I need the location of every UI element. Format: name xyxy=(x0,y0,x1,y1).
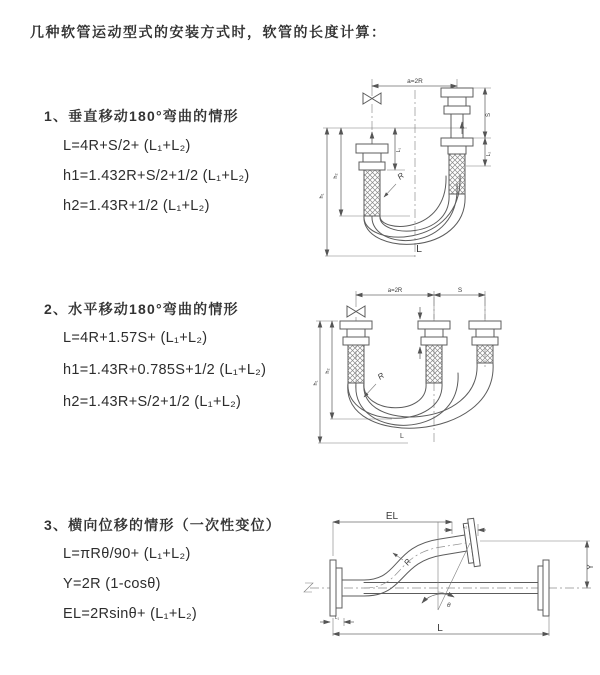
d1-label-L1: L₁ xyxy=(396,147,402,153)
d3-label-Y: Y xyxy=(586,564,595,570)
d1-left-fitting xyxy=(356,144,388,216)
d2-label-R: R xyxy=(375,370,386,382)
section-1-formula-L: L=4R+S/2+ (L₁+L₂) xyxy=(63,138,191,154)
d3-label-L2: L₂ xyxy=(462,524,468,529)
d2-label-a2r: a=2R xyxy=(387,288,403,294)
d1-label-h2: h₂ xyxy=(333,173,339,179)
d1-label-R: R xyxy=(395,170,406,182)
section-1-formula-h2: h2=1.43R+1/2 (L₁+L₂) xyxy=(63,198,210,214)
diagram-lateral-displacement xyxy=(300,508,600,648)
d2-label-h2: h₂ xyxy=(325,368,331,374)
d3-label-theta: θ xyxy=(447,602,451,609)
d1-radius-callout xyxy=(384,171,406,197)
d3-displaced-hose xyxy=(364,535,467,596)
section-1-heading: 1、垂直移动180°弯曲的情形 xyxy=(44,108,239,124)
section-2-formula-h1: h1=1.43R+0.785S+1/2 (L₁+L₂) xyxy=(63,362,267,378)
d2-label-h1: h₁ xyxy=(313,380,319,386)
diagram-vertical-180-bend xyxy=(315,70,585,265)
d3-label-L1: L₁ xyxy=(334,615,340,620)
d2-radius-callout xyxy=(364,371,386,397)
d2-label-S: S xyxy=(457,287,463,294)
d3-right-flange xyxy=(538,560,549,616)
d3-break-mark xyxy=(304,583,313,592)
section-3-formula-L: L=πRθ/90+ (L₁+L₂) xyxy=(63,546,191,562)
d3-label-L: L xyxy=(437,623,443,634)
d2-centerlines xyxy=(356,297,485,443)
d3-label-R: R xyxy=(402,557,413,568)
diagram-horizontal-180-bend xyxy=(310,283,592,455)
d2-label-L: L xyxy=(400,433,404,440)
section-2-formula-L: L=4R+1.57S+ (L₁+L₂) xyxy=(63,330,208,346)
section-2-heading: 2、水平移动180°弯曲的情形 xyxy=(44,301,239,317)
d2-left-fitting xyxy=(340,321,372,383)
d1-label-S: S xyxy=(486,112,492,118)
section-3-formula-EL: EL=2Rsinθ+ (L₁+L₂) xyxy=(63,606,198,622)
d1-label-L: L xyxy=(416,243,422,255)
section-2-formula-h2: h2=1.43R+S/2+1/2 (L₁+L₂) xyxy=(63,394,242,410)
d3-label-EL: EL xyxy=(385,511,399,522)
section-3-heading: 3、横向位移的情形（一次性变位） xyxy=(44,517,281,533)
d2-hose-curves xyxy=(348,363,493,428)
section-1-formula-h1: h1=1.432R+S/2+1/2 (L₁+L₂) xyxy=(63,168,250,184)
d2-right-fitting xyxy=(469,321,501,363)
page-title: 几种软管运动型式的安装方式时，软管的长度计算： xyxy=(30,24,387,40)
d2-dimensions xyxy=(313,287,485,443)
section-3-formula-Y: Y=2R (1-cosθ) xyxy=(63,576,161,592)
d1-label-a2r: a=2R xyxy=(407,78,423,85)
d1-label-h1: h₁ xyxy=(319,193,325,199)
d3-dimensions xyxy=(320,511,595,636)
d2-valve-icon xyxy=(347,306,365,317)
d2-middle-fitting xyxy=(418,321,450,383)
d1-label-L2: L₂ xyxy=(486,151,492,157)
